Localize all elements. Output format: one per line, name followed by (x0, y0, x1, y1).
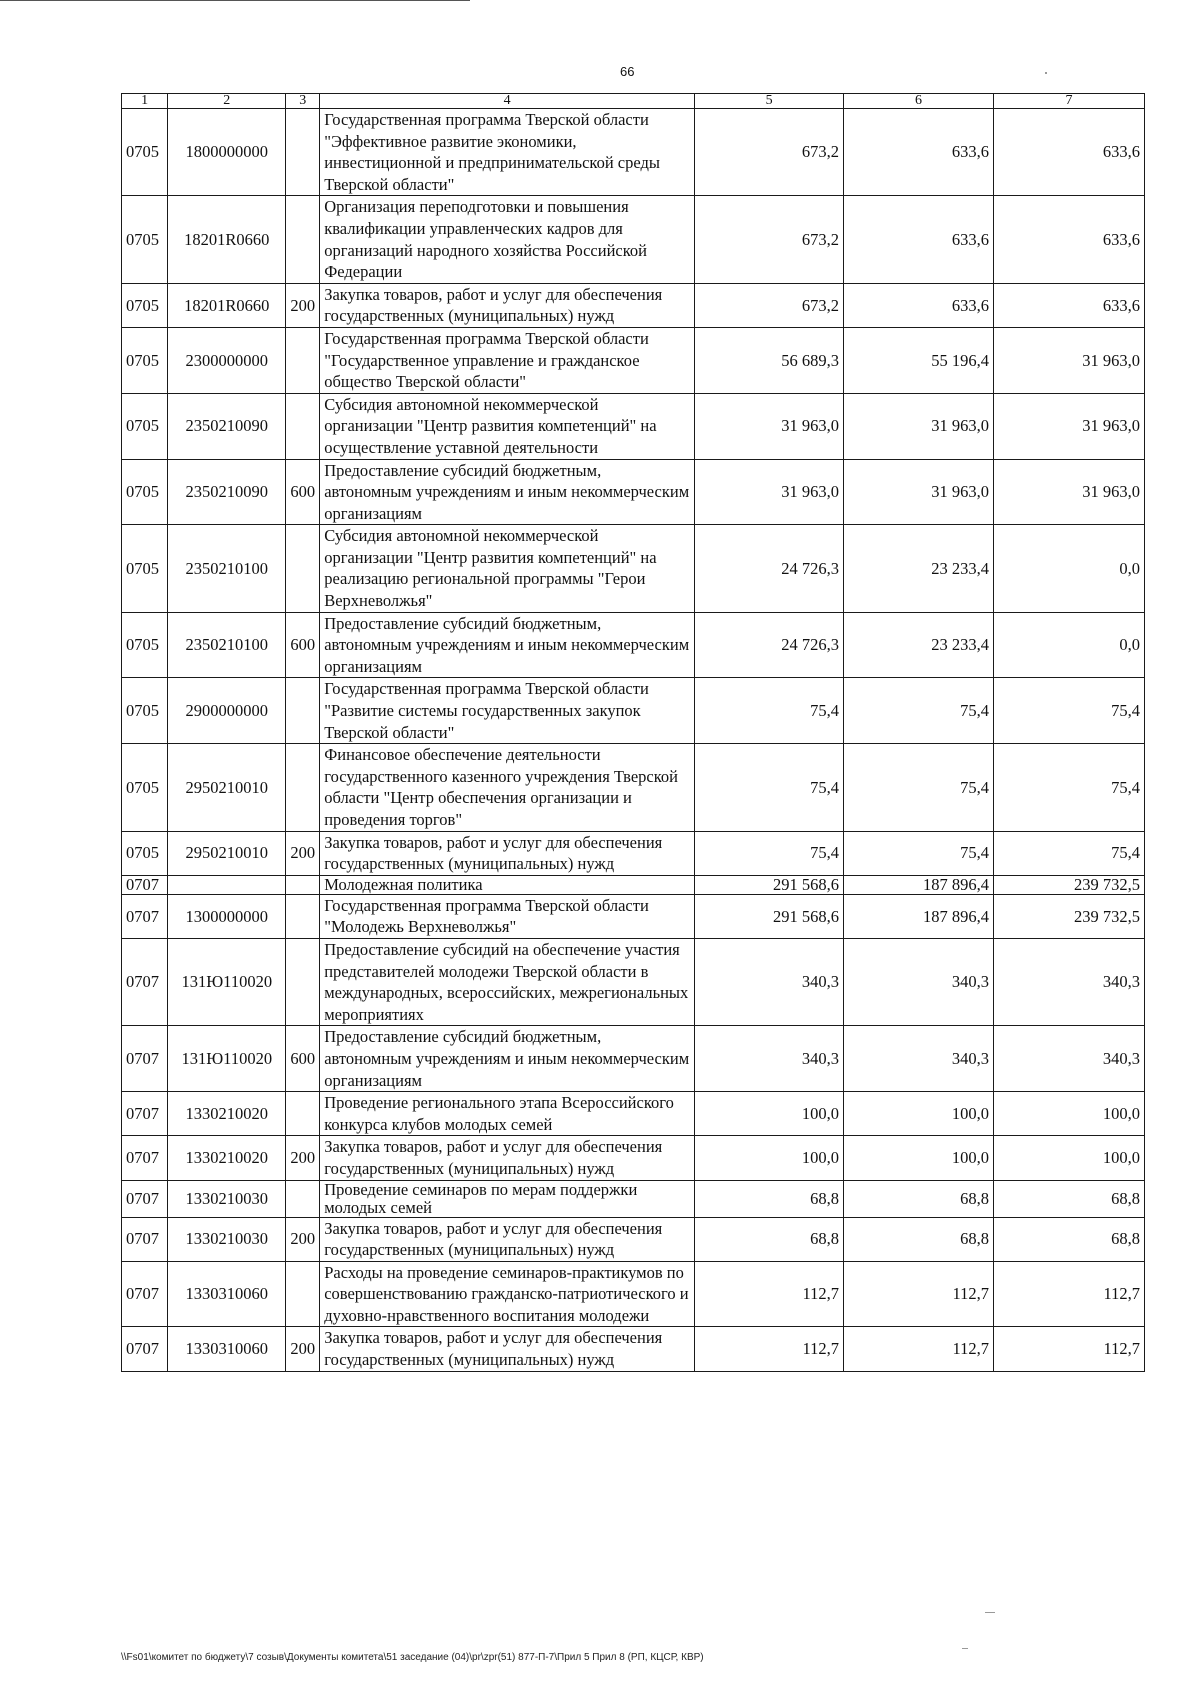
expense-name: Государственная программа Тверской области "Развитие системы государственных закупок Тверской области" (320, 678, 695, 744)
column-header: 4 (320, 94, 695, 109)
amount-col7: 100,0 (993, 1092, 1144, 1136)
section-code: 0707 (122, 1180, 168, 1217)
table-row (122, 109, 1145, 196)
section-code: 0707 (122, 1092, 168, 1136)
amount-col6: 112,7 (844, 1261, 994, 1327)
amount-col5: 340,3 (695, 938, 844, 1025)
amount-col7: 0,0 (993, 525, 1144, 612)
amount-col5: 31 963,0 (695, 393, 844, 459)
table-row (122, 831, 1145, 875)
target-article-code: 18201R0660 (168, 283, 286, 327)
scan-speck (985, 1612, 995, 1613)
amount-col5: 100,0 (695, 1136, 844, 1180)
expense-name: Государственная программа Тверской области "Государственное управление и гражданское общество Тверской области" (320, 327, 695, 393)
expense-type-code: 600 (286, 1026, 320, 1092)
expense-type-code (286, 744, 320, 831)
table-row (122, 875, 1145, 894)
expense-name: Закупка товаров, работ и услуг для обеспечения государственных (муниципальных) нужд (320, 1217, 695, 1261)
table-row (122, 1261, 1145, 1327)
table-row (122, 283, 1145, 327)
amount-col6: 68,8 (844, 1180, 994, 1217)
expense-name: Закупка товаров, работ и услуг для обеспечения государственных (муниципальных) нужд (320, 831, 695, 875)
section-code: 0707 (122, 1136, 168, 1180)
section-code: 0705 (122, 283, 168, 327)
amount-col7: 633,6 (993, 109, 1144, 196)
expense-type-code (286, 1261, 320, 1327)
amount-col6: 75,4 (844, 744, 994, 831)
page-number: 66 (620, 64, 635, 79)
section-code: 0705 (122, 393, 168, 459)
amount-col7: 31 963,0 (993, 393, 1144, 459)
amount-col6: 31 963,0 (844, 459, 994, 525)
amount-col5: 112,7 (695, 1261, 844, 1327)
amount-col6: 340,3 (844, 1026, 994, 1092)
target-article-code: 2350210100 (168, 525, 286, 612)
target-article-code: 2350210100 (168, 612, 286, 678)
target-article-code: 2950210010 (168, 744, 286, 831)
target-article-code: 1330310060 (168, 1327, 286, 1371)
amount-col7: 31 963,0 (993, 459, 1144, 525)
column-header: 6 (844, 94, 994, 109)
expense-name: Субсидия автономной некоммерческой организации "Центр развития компетенций" на осуществление уставной деятельности (320, 393, 695, 459)
expense-type-code: 600 (286, 459, 320, 525)
expense-type-code: 200 (286, 1327, 320, 1371)
section-code: 0707 (122, 938, 168, 1025)
budget-table (121, 93, 1145, 1372)
amount-col7: 100,0 (993, 1136, 1144, 1180)
amount-col6: 187 896,4 (844, 875, 994, 894)
table-row (122, 327, 1145, 393)
column-header: 1 (122, 94, 168, 109)
amount-col7: 633,6 (993, 283, 1144, 327)
expense-name: Закупка товаров, работ и услуг для обеспечения государственных (муниципальных) нужд (320, 283, 695, 327)
table-row (122, 678, 1145, 744)
table-row (122, 1327, 1145, 1371)
expense-type-code (286, 525, 320, 612)
expense-type-code: 600 (286, 612, 320, 678)
section-code: 0707 (122, 1327, 168, 1371)
amount-col7: 239 732,5 (993, 894, 1144, 938)
section-code: 0705 (122, 612, 168, 678)
expense-name: Финансовое обеспечение деятельности государственного казенного учреждения Тверской области "Центр обеспечения организации и проведения торгов" (320, 744, 695, 831)
amount-col5: 75,4 (695, 744, 844, 831)
expense-name: Предоставление субсидий на обеспечение участия представителей молодежи Тверской области в международных, всероссийских, межрегиональных мероприятиях (320, 938, 695, 1025)
amount-col6: 100,0 (844, 1136, 994, 1180)
amount-col7: 75,4 (993, 744, 1144, 831)
amount-col5: 75,4 (695, 678, 844, 744)
expense-name: Молодежная политика (320, 875, 695, 894)
amount-col7: 75,4 (993, 831, 1144, 875)
expense-type-code (286, 327, 320, 393)
table-row (122, 894, 1145, 938)
target-article-code: 18201R0660 (168, 196, 286, 283)
table-row (122, 525, 1145, 612)
expense-type-code (286, 1180, 320, 1217)
section-code: 0707 (122, 1026, 168, 1092)
target-article-code: 1330210020 (168, 1092, 286, 1136)
expense-type-code: 200 (286, 1217, 320, 1261)
column-number-row (122, 94, 1145, 109)
table-row (122, 744, 1145, 831)
amount-col5: 56 689,3 (695, 327, 844, 393)
amount-col6: 633,6 (844, 196, 994, 283)
amount-col6: 23 233,4 (844, 525, 994, 612)
expense-type-code (286, 196, 320, 283)
amount-col7: 112,7 (993, 1261, 1144, 1327)
section-code: 0705 (122, 327, 168, 393)
target-article-code: 2350210090 (168, 459, 286, 525)
expense-type-code (286, 1092, 320, 1136)
target-article-code: 1330210030 (168, 1180, 286, 1217)
expense-name: Организация переподготовки и повышения квалификации управленческих кадров для организаций народного хозяйства Российской Федерации (320, 196, 695, 283)
expense-name: Предоставление субсидий бюджетным, автономным учреждениям и иным некоммерческим организациям (320, 1026, 695, 1092)
table-row (122, 1217, 1145, 1261)
column-header: 3 (286, 94, 320, 109)
expense-name: Государственная программа Тверской области "Эффективное развитие экономики, инвестиционной и предпринимательской среды Тверской области" (320, 109, 695, 196)
amount-col5: 291 568,6 (695, 875, 844, 894)
amount-col7: 633,6 (993, 196, 1144, 283)
amount-col6: 100,0 (844, 1092, 994, 1136)
expense-name: Проведение семинаров по мерам поддержки молодых семей (320, 1180, 695, 1217)
amount-col6: 75,4 (844, 678, 994, 744)
expense-type-code: 200 (286, 1136, 320, 1180)
amount-col5: 75,4 (695, 831, 844, 875)
amount-col5: 291 568,6 (695, 894, 844, 938)
amount-col5: 673,2 (695, 283, 844, 327)
amount-col5: 673,2 (695, 196, 844, 283)
expense-type-code (286, 393, 320, 459)
amount-col7: 75,4 (993, 678, 1144, 744)
amount-col7: 239 732,5 (993, 875, 1144, 894)
table-row (122, 1180, 1145, 1217)
table-row (122, 196, 1145, 283)
amount-col6: 23 233,4 (844, 612, 994, 678)
amount-col5: 24 726,3 (695, 612, 844, 678)
expense-type-code: 200 (286, 831, 320, 875)
amount-col7: 68,8 (993, 1180, 1144, 1217)
amount-col6: 55 196,4 (844, 327, 994, 393)
target-article-code: 1800000000 (168, 109, 286, 196)
amount-col7: 340,3 (993, 1026, 1144, 1092)
expense-type-code (286, 938, 320, 1025)
section-code: 0705 (122, 459, 168, 525)
target-article-code: 2900000000 (168, 678, 286, 744)
target-article-code: 131Ю110020 (168, 1026, 286, 1092)
amount-col6: 340,3 (844, 938, 994, 1025)
target-article-code (168, 875, 286, 894)
scan-speck (1045, 72, 1047, 74)
amount-col7: 31 963,0 (993, 327, 1144, 393)
scan-speck (962, 1648, 968, 1649)
file-path-footer: \\Fs01\комитет по бюджету\7 созыв\Документы комитета\51 заседание (04)\pr\zpr(51) 877-П-7\Прил 5 Прил 8 (РП, КЦСР, КВР) (121, 1652, 704, 1663)
column-header: 7 (993, 94, 1144, 109)
table-row (122, 459, 1145, 525)
expense-type-code: 200 (286, 283, 320, 327)
amount-col6: 68,8 (844, 1217, 994, 1261)
amount-col7: 0,0 (993, 612, 1144, 678)
section-code: 0707 (122, 894, 168, 938)
section-code: 0705 (122, 109, 168, 196)
section-code: 0707 (122, 1261, 168, 1327)
section-code: 0705 (122, 525, 168, 612)
amount-col6: 31 963,0 (844, 393, 994, 459)
table-row (122, 1026, 1145, 1092)
section-code: 0705 (122, 678, 168, 744)
table-row (122, 1092, 1145, 1136)
amount-col7: 68,8 (993, 1217, 1144, 1261)
target-article-code: 1300000000 (168, 894, 286, 938)
amount-col5: 68,8 (695, 1180, 844, 1217)
amount-col6: 633,6 (844, 109, 994, 196)
table-row (122, 938, 1145, 1025)
expense-name: Предоставление субсидий бюджетным, автономным учреждениям и иным некоммерческим организациям (320, 459, 695, 525)
expense-name: Проведение регионального этапа Всероссийского конкурса клубов молодых семей (320, 1092, 695, 1136)
amount-col7: 340,3 (993, 938, 1144, 1025)
amount-col6: 187 896,4 (844, 894, 994, 938)
expense-type-code (286, 109, 320, 196)
table-row (122, 612, 1145, 678)
scan-edge-line (0, 0, 470, 1)
amount-col5: 112,7 (695, 1327, 844, 1371)
amount-col6: 112,7 (844, 1327, 994, 1371)
section-code: 0707 (122, 875, 168, 894)
column-header: 5 (695, 94, 844, 109)
amount-col5: 340,3 (695, 1026, 844, 1092)
amount-col6: 75,4 (844, 831, 994, 875)
table-body (122, 109, 1145, 1372)
section-code: 0705 (122, 196, 168, 283)
expense-name: Расходы на проведение семинаров-практикумов по совершенствованию гражданско-патриотического и духовно-нравственного воспитания молодежи (320, 1261, 695, 1327)
section-code: 0705 (122, 831, 168, 875)
expense-name: Закупка товаров, работ и услуг для обеспечения государственных (муниципальных) нужд (320, 1327, 695, 1371)
target-article-code: 2950210010 (168, 831, 286, 875)
expense-name: Государственная программа Тверской области "Молодежь Верхневолжья" (320, 894, 695, 938)
section-code: 0705 (122, 744, 168, 831)
amount-col5: 31 963,0 (695, 459, 844, 525)
amount-col6: 633,6 (844, 283, 994, 327)
target-article-code: 2300000000 (168, 327, 286, 393)
expense-type-code (286, 875, 320, 894)
amount-col7: 112,7 (993, 1327, 1144, 1371)
target-article-code: 1330210020 (168, 1136, 286, 1180)
target-article-code: 1330210030 (168, 1217, 286, 1261)
amount-col5: 100,0 (695, 1092, 844, 1136)
column-header: 2 (168, 94, 286, 109)
expense-name: Предоставление субсидий бюджетным, автономным учреждениям и иным некоммерческим организациям (320, 612, 695, 678)
target-article-code: 1330310060 (168, 1261, 286, 1327)
expense-type-code (286, 678, 320, 744)
amount-col5: 68,8 (695, 1217, 844, 1261)
target-article-code: 131Ю110020 (168, 938, 286, 1025)
expense-name: Субсидия автономной некоммерческой организации "Центр развития компетенций" на реализацию региональной программы "Герои Верхневолжья" (320, 525, 695, 612)
target-article-code: 2350210090 (168, 393, 286, 459)
expense-type-code (286, 894, 320, 938)
table-row (122, 1136, 1145, 1180)
expense-name: Закупка товаров, работ и услуг для обеспечения государственных (муниципальных) нужд (320, 1136, 695, 1180)
amount-col5: 24 726,3 (695, 525, 844, 612)
amount-col5: 673,2 (695, 109, 844, 196)
table-row (122, 393, 1145, 459)
section-code: 0707 (122, 1217, 168, 1261)
